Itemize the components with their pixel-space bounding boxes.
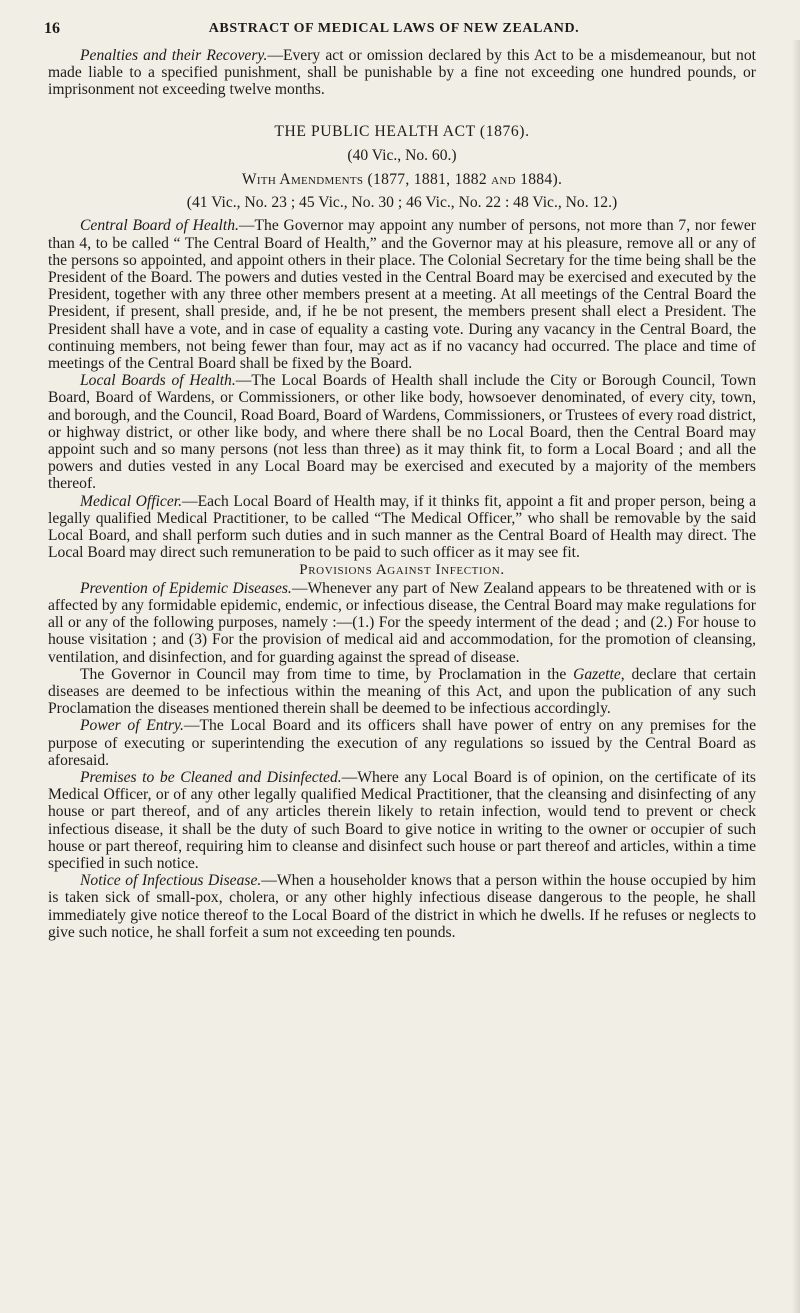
prevention-text: —Whenever any part of New Zealand appears to be threatened with or is affected by any formidable epidemic, endemic, or infectious disease, the Central Board may make regulations for all or any of the following purposes, namely :—(1.) For the speedy interment of the dead ; and (2.) For house to house visitation ; and (3) For the provision of medical aid and accommodation, for the promotion of cleansing, ventilation, and disinfection, and for guarding against the spread of disease. — [48, 579, 756, 666]
central-board-text: —The Governor may appoint any number of persons, not more than 7, nor fewer than 4, to be called “ The Central Board of Health,” and the Governor may at his pleasure, remove all or any of the persons so appointed, and appoint others in their place. The Colonial Secretary for the time being shall be the President of the Board. The powers and duties vested in the Central Board may be exercised and executed by the President, together with any three other members present at a meeting. At all meetings of the Central Board the President, if present, shall preside, and, if he be not present, the members present shall elect a President. The President shall have a vote, and in case of equality a casting vote. During any vacancy in the Central Board, the continuing members, not being fewer than four, may act as if no vacancy had occurred. The place and time of meetings of the Central Board shall be fixed by the Board. — [48, 217, 756, 373]
premises-text: —Where any Local Board is of opinion, on the certificate of its Medical Officer, or of any other legally qualified Medical Practitioner, that the cleansing and disinfecting of any house or part thereof, and of any articles therein likely to retain infection, would tend to prevent or check infectious disease, it shall be the duty of such Board to give notice in writing to the owner or occupier of such house or part thereof, requiring him to cleanse and disinfect such house or part thereof and articles, within a time specified in such notice. — [48, 768, 757, 872]
local-boards-heading: Local Boards of Health. — [80, 372, 236, 390]
premises-paragraph — [48, 769, 756, 872]
notice-paragraph — [48, 872, 756, 941]
page-edge-shadow — [792, 40, 800, 1313]
power-of-entry-heading: Power of Entry. — [80, 717, 184, 735]
penalties-heading: Penalties and their Recovery. — [80, 47, 268, 64]
notice-heading: Notice of Infectious Disease. — [80, 872, 262, 890]
medical-officer-paragraph — [48, 493, 756, 562]
governor-text-after: , declare that certain diseases are deemed to be infectious within the meaning of this Act, and upon the publication of any such Proclamation the diseases mentioned therein shall be deemed to be infectious accordingly. — [48, 665, 757, 718]
medical-officer-text: —Each Local Board of Health may, if it thinks fit, appoint a fit and proper person, being a legally qualified Medical Practitioner, to be called “The Medical Officer,” who shall be removable by the said Local Board, and shall perform such duties and in such manner as the Central Board of Health may direct. The Local Board may direct such remuneration to be paid to such officer as it may see fit. — [48, 492, 756, 562]
local-boards-paragraph — [48, 372, 756, 492]
running-head: ABSTRACT OF MEDICAL LAWS OF NEW ZEALAND. — [208, 21, 580, 36]
gazette-word: Gazette — [573, 665, 621, 683]
prevention-heading: Prevention of Epidemic Diseases. — [80, 579, 292, 597]
local-boards-text: —The Local Boards of Health shall include the City or Borough Council, Town Board, Board of Wardens, or Commissioners, or other like body, howsoever denominated, of every city, town, and borough, and the Council, Road Board, Board of Wardens, Commissioners, or Trustees of every road district, or highway district, or other like body, and where there shall be no Local Board, then the Central Board may appoint such and so many persons (not less than three) as it may think fit, to form a Local Board ; and all the powers and duties vested in any Local Board may be exercised and executed by a majority of the members thereof. — [48, 372, 756, 493]
penalties-paragraph — [48, 47, 756, 99]
act-reference: (40 Vic., No. 60.) — [347, 146, 457, 164]
premises-heading: Premises to be Cleaned and Disinfected. — [80, 768, 342, 786]
governor-text-before: The Governor in Council may from time to time, by Proclamation in the — [80, 665, 567, 683]
page-header — [44, 20, 744, 40]
provisions-heading: Provisions Against Infection. — [299, 562, 505, 579]
medical-officer-heading: Medical Officer. — [80, 492, 182, 510]
penalties-text: —Every act or omission declared by this Act to be a misdemeanour, but not made liable to a specified punishment, shall be punishable by a fine not exceeding one hundred pounds, or imprisonment not exceeding twelve months. — [48, 47, 756, 99]
act-amendments: With Amendments (1877, 1881, 1882 and 1884). — [241, 171, 563, 189]
central-board-paragraph — [48, 217, 756, 372]
central-board-heading: Central Board of Health. — [80, 217, 239, 235]
governor-paragraph — [48, 666, 756, 718]
act-title: THE PUBLIC HEALTH ACT (1876). — [274, 122, 530, 140]
power-of-entry-paragraph — [48, 717, 756, 769]
page-number: 16 — [44, 20, 60, 37]
power-of-entry-text: —The Local Board and its officers shall have power of entry on any premises for the purpose of executing or superintending the execution of any regulations so issued by the Central Board as aforesaid. — [48, 717, 756, 769]
notice-text: —When a householder knows that a person within the house occupied by him is taken sick of small-pox, cholera, or any other highly infectious disease dangerous to the people, he shall immediately give notice thereof to the Local Board of the district in which he dwells. If he refuses or neglects to give such notice, he shall forfeit a sum not exceeding ten pounds. — [48, 872, 756, 941]
prevention-paragraph — [48, 580, 756, 666]
page-body — [48, 47, 756, 941]
act-amendment-references: (41 Vic., No. 23 ; 45 Vic., No. 30 ; 46 Vic., No. 22 : 48 Vic., No. 12.) — [186, 194, 618, 212]
